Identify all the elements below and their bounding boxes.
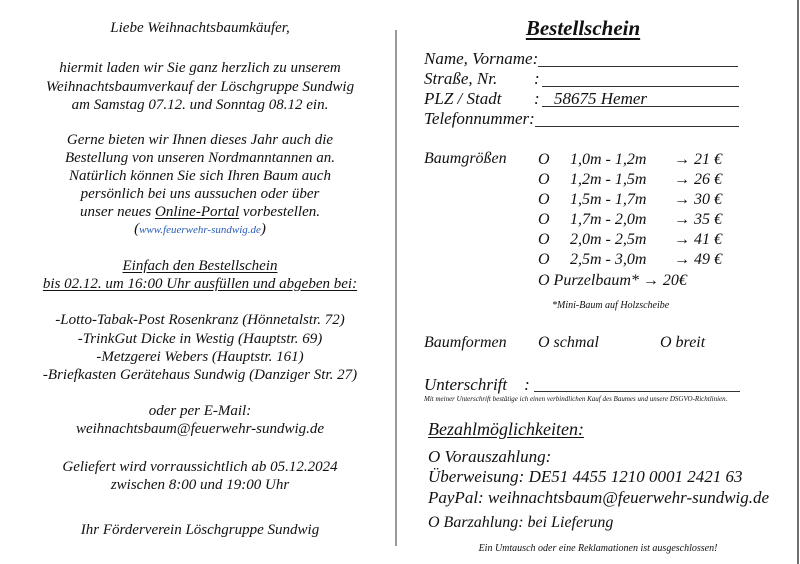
payment-transfer: Überweisung: DE51 4455 1210 0001 2421 63 (428, 467, 743, 486)
signature-input[interactable] (534, 375, 740, 392)
delivery-line: Geliefert wird vorraussichtlich ab 05.12.2024 (62, 459, 338, 475)
arrow-icon: → (674, 231, 690, 248)
signature-colon: : (524, 375, 530, 394)
field-label: Telefonnummer (424, 109, 530, 128)
size-option[interactable] (538, 210, 722, 230)
form-option-narrow[interactable]: O schmal (538, 334, 599, 351)
intro-line: am Samstag 07.12. und Sonntag 08.12 ein. (71, 97, 329, 113)
tree-forms-label: Baumformen (424, 334, 507, 351)
dropoff-location: -Lotto-Tabak-Post Rosenkranz (Hönnetalstr. 72) (55, 312, 345, 328)
radio-circle-icon[interactable]: O (538, 151, 550, 168)
field-colon: : (534, 89, 540, 108)
offer-text-after: vorbestellen. (239, 204, 320, 220)
size-option[interactable] (538, 250, 722, 270)
offer-line: persönlich bei uns aussuchen oder über (80, 186, 320, 202)
payment-paypal: PayPal: weihnachtsbaum@feuerwehr-sundwig.de (428, 488, 770, 507)
size-range: 1,5m - 1,7m (570, 191, 647, 208)
arrow-icon: → (674, 191, 690, 208)
offer-line: Bestellung von unseren Nordmanntannen an. (64, 150, 336, 166)
size-price: 21 € (694, 151, 722, 168)
exclusion-note: Ein Umtausch oder eine Reklamationen ist ausgeschlossen! (478, 543, 718, 554)
name-field[interactable] (424, 49, 738, 69)
delivery-line: zwischen 8:00 und 19:00 Uhr (110, 477, 290, 493)
radio-circle-icon[interactable]: O (538, 211, 550, 228)
website-link[interactable]: www.feuerwehr-sundwig.de (139, 224, 261, 236)
instruction-line (0, 274, 400, 294)
tree-sizes-label: Baumgrößen (424, 150, 507, 167)
signature-note: Mit meiner Unterschrift bestätige ich einen verbindlichen Kauf des Baumes und unsere DSGVO-Richtlinien. (424, 395, 728, 403)
arrow-icon: → (674, 151, 690, 168)
size-price: 35 € (694, 211, 722, 228)
city-input[interactable]: 58675 Hemer (542, 89, 739, 107)
size-price: 41 € (694, 231, 722, 248)
payment-title: Bezahlmöglichkeiten: (428, 419, 584, 439)
page-edge (797, 0, 799, 564)
size-price: 26 € (694, 171, 722, 188)
radio-circle-icon[interactable]: O (538, 171, 550, 188)
field-colon: : (529, 109, 535, 128)
size-range: 1,7m - 2,0m (570, 211, 647, 228)
arrow-icon: → (674, 211, 690, 228)
purzelbaum-note: *Mini-Baum auf Holzscheibe (552, 300, 670, 311)
field-colon: : (532, 49, 539, 68)
intro-line: hiermit laden wir Sie ganz herzlich zu unserem (59, 60, 341, 76)
instruction-title (0, 256, 400, 276)
purzelbaum-option[interactable]: O Purzelbaum* → 20€ (538, 272, 687, 289)
field-colon: : (534, 69, 540, 88)
size-range: 1,0m - 1,2m (570, 151, 647, 168)
city-field[interactable] (424, 89, 739, 109)
name-input[interactable] (538, 49, 738, 67)
size-price: 49 € (694, 251, 722, 268)
field-label: PLZ / Stadt (424, 89, 502, 108)
intro-line: Weihnachtsbaumverkauf der Löschgruppe Sundwig (45, 79, 355, 95)
dropoff-location: -Metzgerei Webers (Hauptstr. 161) (96, 349, 304, 365)
phone-input[interactable] (535, 109, 739, 127)
phone-field[interactable] (424, 109, 739, 129)
arrow-icon: → (674, 171, 690, 188)
signature-label: Unterschrift (424, 375, 508, 394)
paren-close: ) (260, 221, 266, 237)
email-label: oder per E-Mail: (148, 403, 252, 419)
size-option[interactable] (538, 170, 722, 190)
street-input[interactable] (542, 69, 739, 87)
size-range: 2,0m - 2,5m (570, 231, 647, 248)
street-field[interactable] (424, 69, 739, 89)
online-portal-link[interactable]: Online-Portal (155, 204, 240, 220)
sender-signature: Ihr Förderverein Löschgruppe Sundwig (80, 522, 320, 538)
instruction-line-text: bis 02.12. um 16:00 Uhr ausfüllen und abgeben bei: (42, 276, 358, 292)
size-option[interactable] (538, 190, 722, 210)
url-line (0, 219, 400, 240)
dropoff-location: -Briefkasten Gerätehaus Sundwig (Danziger Str. 27) (42, 367, 358, 383)
size-range: 1,2m - 1,5m (570, 171, 647, 188)
radio-circle-icon[interactable]: O (538, 191, 550, 208)
email-address[interactable]: weihnachtsbaum@feuerwehr-sundwig.de (75, 421, 325, 437)
order-form (400, 0, 796, 564)
offer-line: Natürlich können Sie sich Ihren Baum auch (69, 168, 331, 184)
dropoff-location: -TrinkGut Dicke in Westig (Hauptstr. 69) (77, 331, 323, 347)
arrow-icon: → (674, 251, 690, 268)
size-option[interactable] (538, 230, 722, 250)
signature-field[interactable] (424, 375, 740, 395)
form-option-wide[interactable]: O breit (660, 334, 706, 351)
field-label: Straße, Nr. (424, 69, 498, 88)
payment-prepay-option[interactable]: O Vorauszahlung: (428, 447, 552, 466)
offer-text-before: unser neues (80, 204, 156, 220)
payment-cash-option[interactable]: O Barzahlung: bei Lieferung (428, 514, 614, 531)
instruction-title-text: Einfach den Bestellschein (122, 258, 278, 274)
paren-open: ( (134, 221, 140, 237)
radio-circle-icon[interactable]: O (538, 231, 550, 248)
field-label: Name, Vorname (424, 49, 533, 68)
size-range: 2,5m - 3,0m (570, 251, 647, 268)
form-title: Bestellschein (525, 16, 641, 40)
offer-line: Gerne bieten wir Ihnen dieses Jahr auch die (66, 132, 334, 148)
radio-circle-icon[interactable]: O (538, 251, 550, 268)
size-price: 30 € (694, 191, 722, 208)
size-option[interactable] (538, 150, 722, 170)
greeting: Liebe Weihnachtsbaumkäufer, (110, 20, 290, 36)
column-divider (395, 30, 397, 546)
